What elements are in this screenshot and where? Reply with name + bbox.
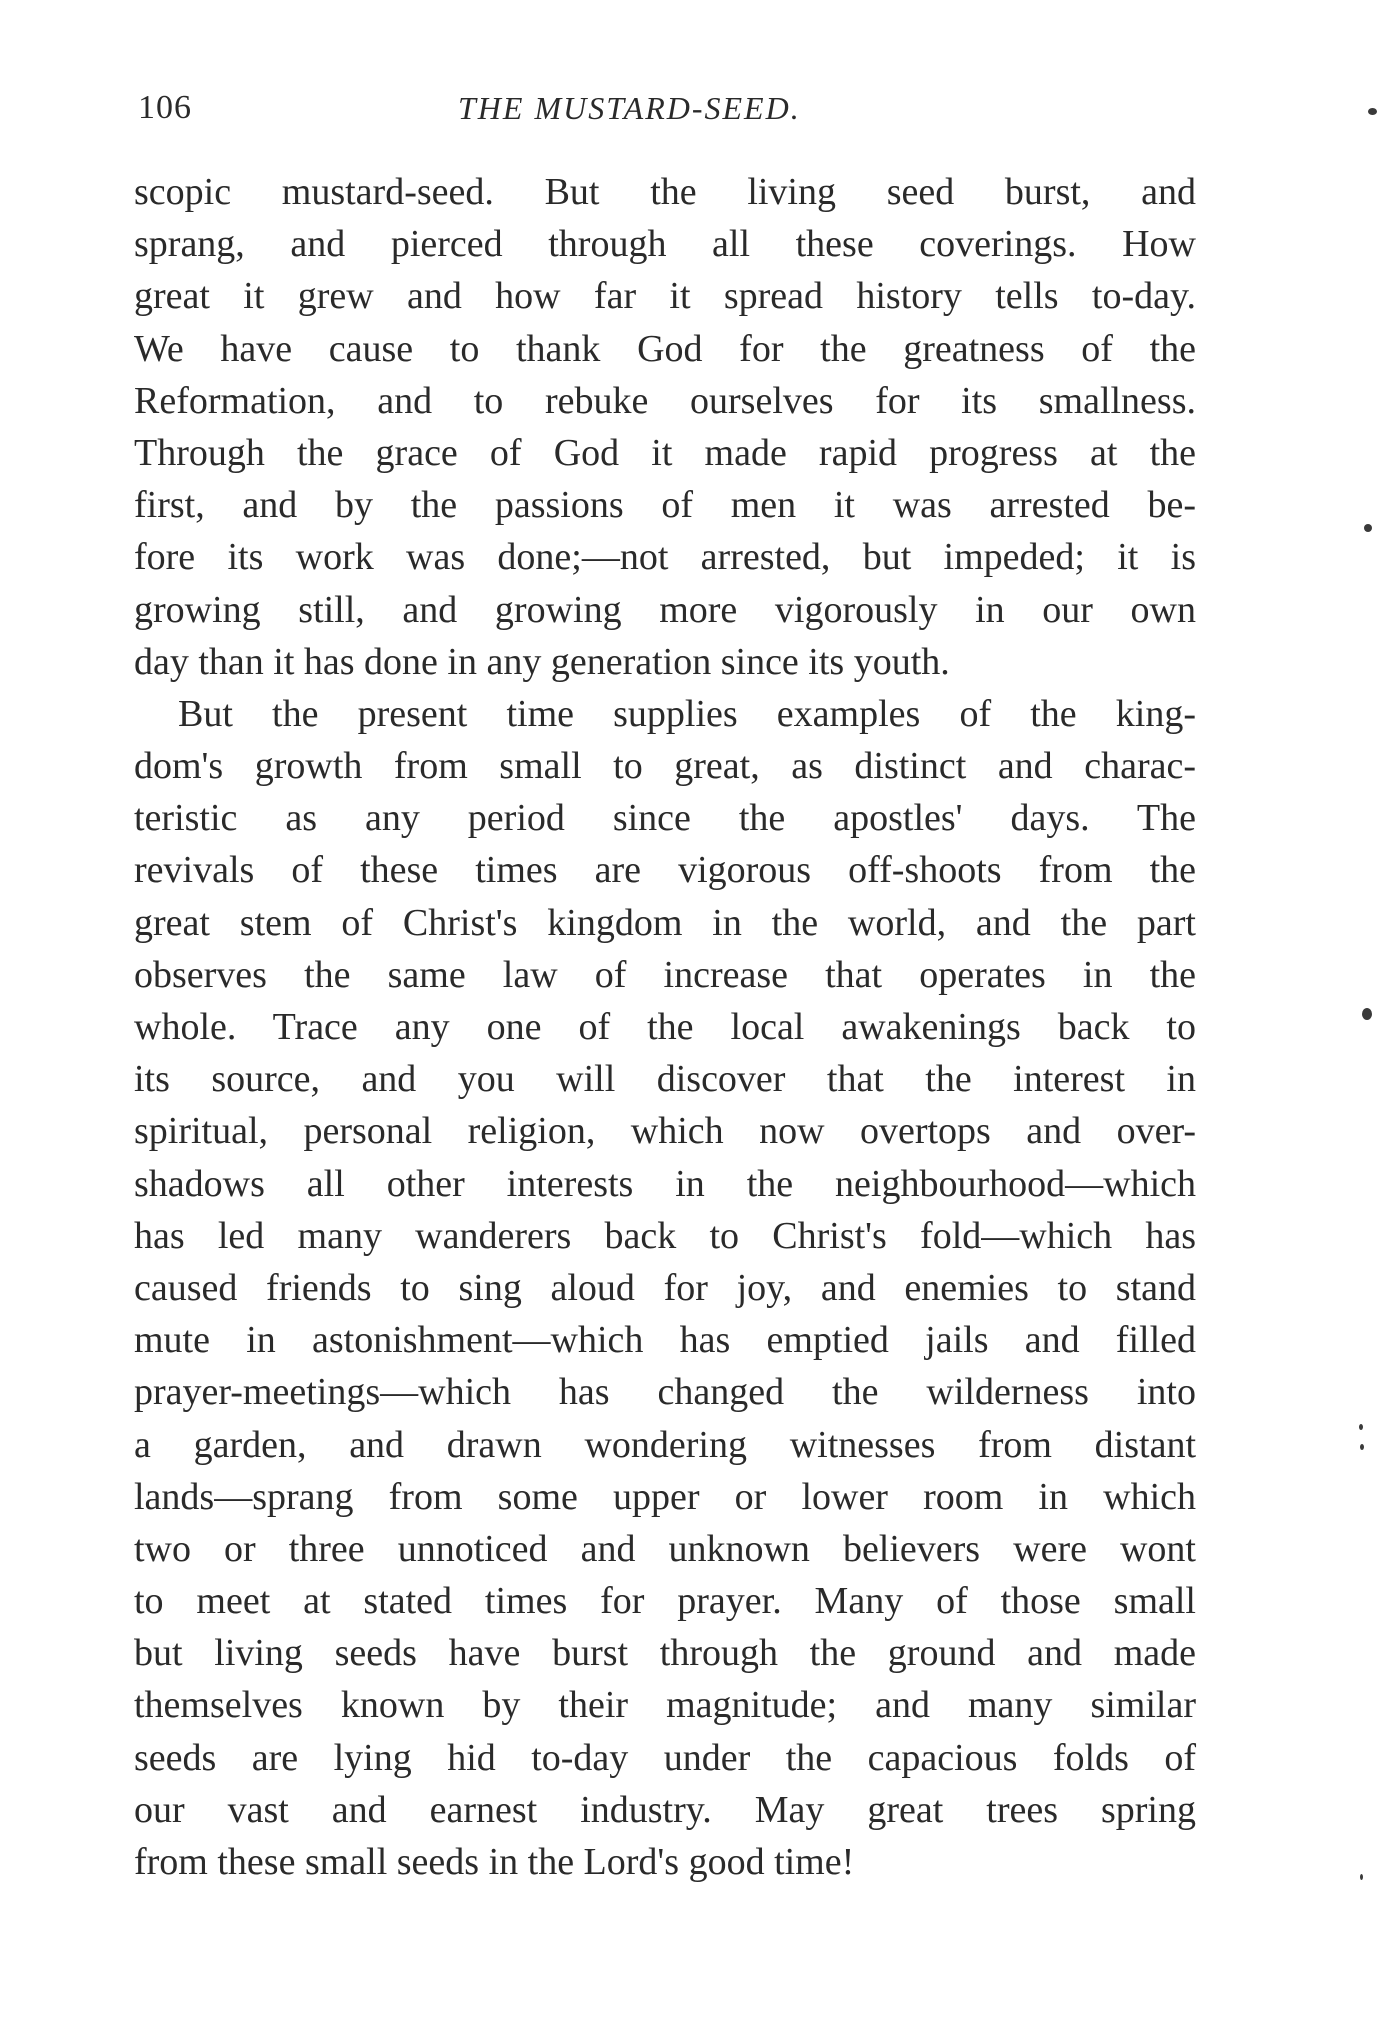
text-line: has led many wanderers back to Christ's fold—which has	[134, 1214, 1196, 1257]
text-line: lands—sprang from some upper or lower room in which	[134, 1475, 1196, 1518]
running-head: THE MUSTARD-SEED.	[458, 90, 801, 126]
text-line: growing still, and growing more vigorously in our own	[134, 588, 1196, 631]
text-line: caused friends to sing aloud for joy, and enemies to stand	[134, 1266, 1196, 1309]
paragraph	[134, 166, 1196, 688]
text-line: to meet at stated times for prayer. Many of those small	[134, 1580, 1196, 1623]
text-line: spiritual, personal religion, which now overtops and over-	[134, 1110, 1196, 1153]
text-line: But the present time supplies examples of the king-	[178, 692, 1196, 735]
text-line: scopic mustard-seed. But the living seed burst, and	[134, 171, 1196, 213]
text-line: but living seeds have burst through the ground and made	[134, 1632, 1196, 1675]
text-line: dom's growth from small to great, as distinct and charac-	[134, 745, 1196, 788]
body-text	[134, 166, 1196, 1888]
text-line: whole. Trace any one of the local awakenings back to	[134, 1006, 1196, 1048]
text-line: We have cause to thank God for the greatness of the	[134, 327, 1196, 370]
page-header	[138, 88, 1200, 144]
text-line: a garden, and drawn wondering witnesses from distant	[134, 1423, 1196, 1466]
text-line: its source, and you will discover that the interest in	[134, 1058, 1196, 1101]
text-line: themselves known by their magnitude; and many similar	[134, 1684, 1196, 1727]
text-line: revivals of these times are vigorous off-shoots from the	[134, 849, 1196, 892]
text-line: sprang, and pierced through all these coverings. How	[134, 223, 1196, 266]
page-number: 106	[138, 89, 192, 126]
scan-speck	[1362, 1008, 1372, 1020]
text-line: mute in astonishment—which has emptied jails and filled	[134, 1319, 1196, 1362]
text-line: our vast and earnest industry. May great trees spring	[134, 1788, 1196, 1831]
text-line: teristic as any period since the apostles' days. The	[134, 797, 1196, 840]
paragraph	[134, 688, 1196, 1888]
text-line: seeds are lying hid to-day under the capacious folds of	[134, 1736, 1196, 1779]
scan-speck	[1364, 524, 1372, 532]
text-line: observes the same law of increase that operates in the	[134, 953, 1196, 996]
text-line: first, and by the passions of men it was arrested be-	[134, 484, 1196, 527]
text-line: Reformation, and to rebuke ourselves for its smallness.	[134, 379, 1196, 422]
scan-speck	[1368, 108, 1377, 115]
scan-speck	[1360, 1444, 1364, 1450]
text-line: great stem of Christ's kingdom in the world, and the part	[134, 901, 1196, 944]
text-line: Through the grace of God it made rapid progress at the	[134, 431, 1196, 474]
scan-speck	[1359, 1424, 1363, 1430]
text-line: prayer-meetings—which has changed the wilderness into	[134, 1371, 1196, 1414]
scan-speck	[1360, 1874, 1363, 1880]
text-line: from these small seeds in the Lord's good time!	[134, 1841, 855, 1883]
text-line: shadows all other interests in the neighbourhood—which	[134, 1162, 1196, 1205]
text-line: great it grew and how far it spread history tells to-day.	[134, 275, 1196, 318]
text-line: fore its work was done;—not arrested, but impeded; it is	[134, 536, 1196, 579]
text-line: two or three unnoticed and unknown believers were wont	[134, 1527, 1196, 1570]
text-line: day than it has done in any generation since its youth.	[134, 640, 950, 683]
